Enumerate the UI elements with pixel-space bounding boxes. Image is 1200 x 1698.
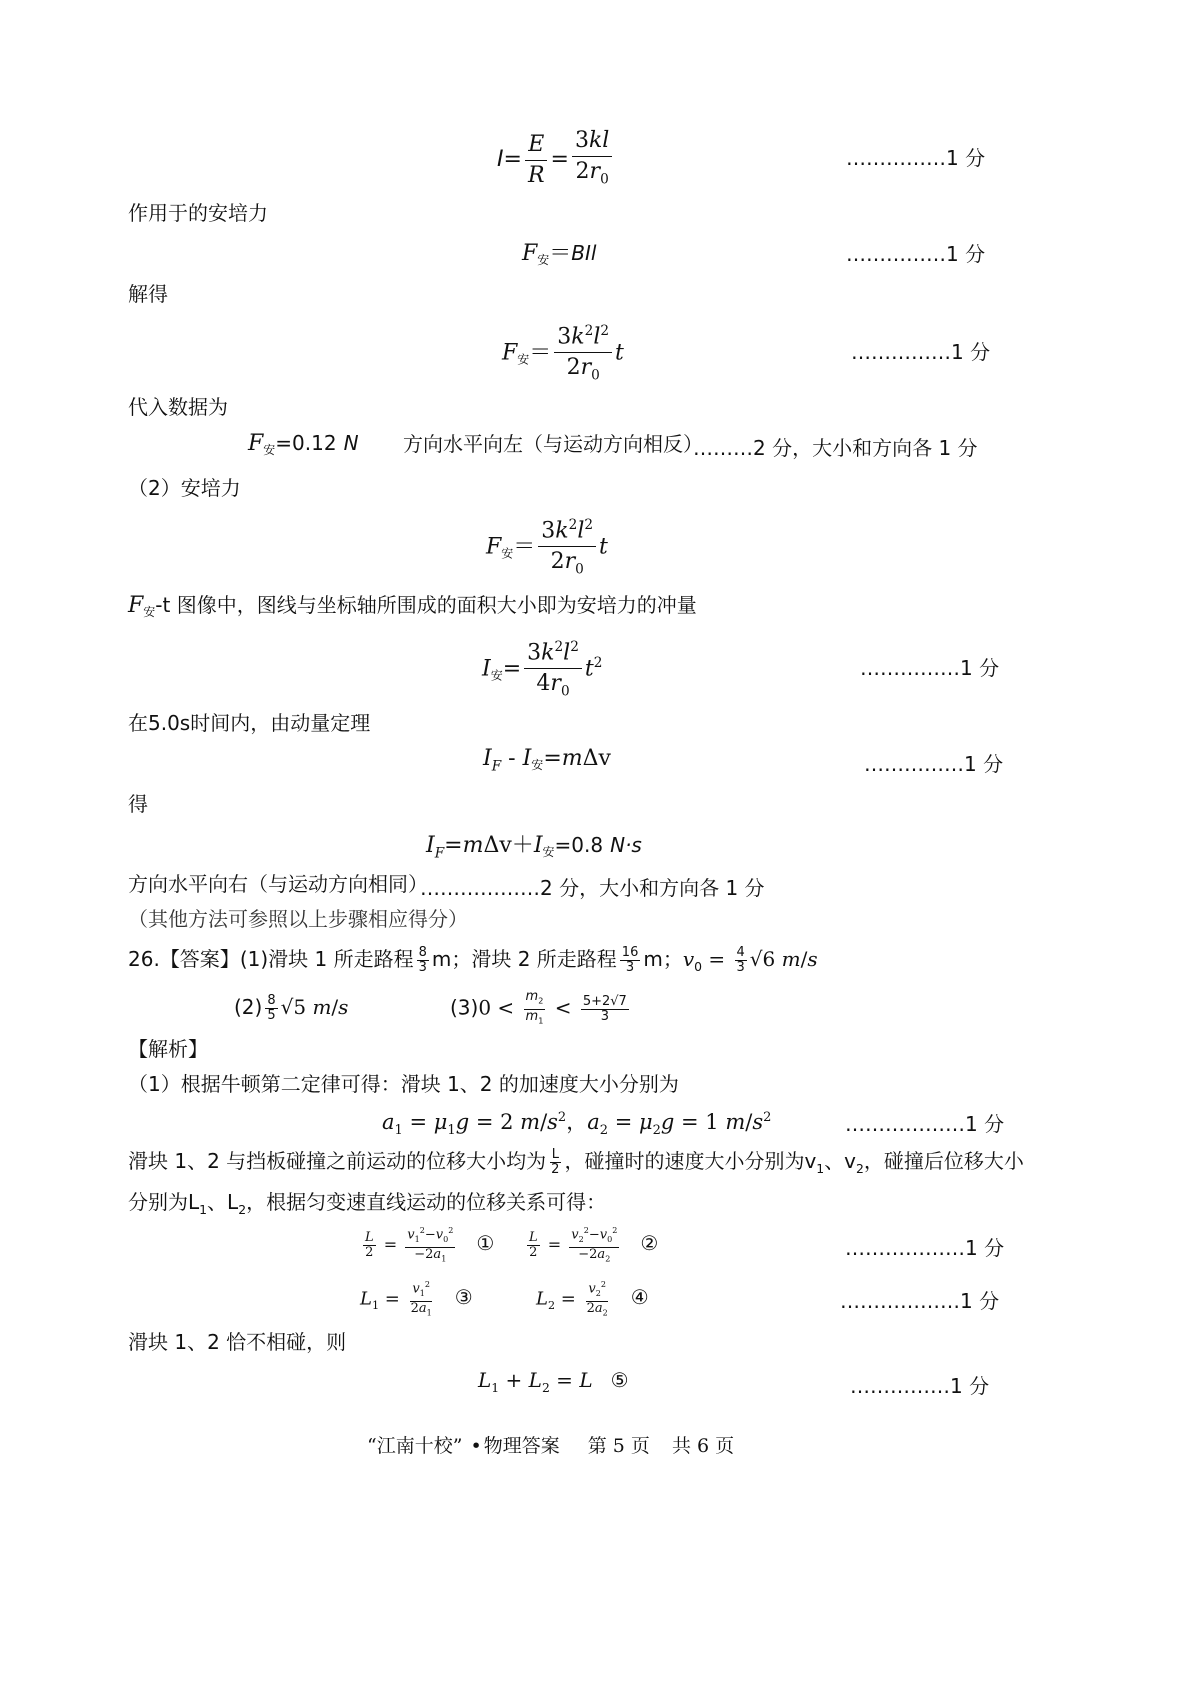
- score-line-6: ……………1 分: [864, 752, 1004, 776]
- text-force-direction: 方向水平向左（与运动方向相反）: [403, 432, 703, 456]
- text-ampere-force: 作用于的安培力: [128, 201, 268, 225]
- footer-total: 共 6 页: [671, 1435, 735, 1457]
- q26-answer-line: 26.【答案】(1)滑块 1 所走路程 $\frac{8}{3}$ m；滑块 2 所走路程 $\frac{16}{3}$ m；$v_0$ = $\frac{4}{3}$ √6 m/s: [128, 945, 818, 975]
- equation-momentum: $I_F$ - I安=mΔv: [483, 746, 611, 775]
- score-line-9: ………………1 分: [845, 1236, 1005, 1260]
- text-direction-right: 方向水平向右（与运动方向相同）: [128, 872, 428, 896]
- equation-force-time: F安＝ $\frac{3k^2l^2}{2r_0}$ t: [502, 318, 624, 389]
- text-analysis-3: 分别为$L_1$、$L_2$，根据匀变速直线运动的位移关系可得：: [128, 1190, 607, 1217]
- equation-ampere-force: F安＝BIl: [522, 241, 597, 267]
- score-line-4: ………2 分，大小和方向各 1 分: [693, 436, 978, 460]
- equation-1: $\frac{L}{2}$ = $\frac{v_1^2-v_0^2}{-2a_1}$ ①: [365, 1226, 495, 1264]
- text-solve: 解得: [128, 282, 168, 306]
- score-line-2: ……………1 分: [846, 242, 986, 266]
- text-substitute: 代入数据为: [128, 395, 228, 419]
- footer-dot: •: [470, 1435, 482, 1457]
- equation-3: $L_1$ = $\frac{v_1^2}{2a_1}$ ③: [360, 1280, 473, 1318]
- score-line-1: ……………1 分: [846, 146, 986, 170]
- text-momentum-theorem: 在5.0s时间内，由动量定理: [128, 711, 371, 735]
- equation-current: I= $\frac{E}{R}$ = $\frac{3kl}{2r_0}$: [497, 128, 615, 192]
- score-line-11: ……………1 分: [850, 1374, 990, 1398]
- equation-5: $L_1 + L_2 = L$ ⑤: [478, 1368, 629, 1395]
- text-get: 得: [128, 792, 148, 816]
- equation-accelerations: $a_1 = \mu_1g = 2$ $m/s^2$，$a_2 = \mu_2g = 1$ $m/s^2$: [382, 1110, 772, 1139]
- score-line-10: ………………1 分: [840, 1289, 1000, 1313]
- score-line-8: ………………1 分: [845, 1112, 1005, 1136]
- footer-subject: 物理答案: [483, 1435, 560, 1457]
- equation-force-value: F安=0.12 N: [248, 431, 359, 457]
- page-footer: [367, 1431, 734, 1458]
- q26-answer-part3: (3)0 < $\frac{m_2}{m_1}$ < $\frac{5+2√7}{3}$: [450, 989, 627, 1026]
- equation-4: $L_2$ = $\frac{v_2^2}{2a_2}$ ④: [536, 1280, 649, 1318]
- text-graph-note: $F_安-t$ 图像中，图线与坐标轴所围成的面积大小即为安培力的冲量: [128, 593, 697, 619]
- score-line-5: ……………1 分: [860, 656, 1000, 680]
- text-part2: （2）安培力: [128, 476, 241, 500]
- equation-force-time-2: F安＝ $\frac{3k^2l^2}{2r_0}$ t: [486, 512, 608, 583]
- footer-school: “江南十校”: [367, 1435, 463, 1457]
- score-line-3: ……………1 分: [851, 340, 991, 364]
- equation-2: $\frac{L}{2}$ = $\frac{v_2^2-v_0^2}{-2a_2}$ ②: [529, 1226, 659, 1264]
- equation-impulse-result: $I_F=m\Delta v+I$安=0.8 N·s: [426, 833, 642, 862]
- text-analysis-tag: 【解析】: [128, 1037, 208, 1061]
- q26-answer-part2: (2) $\frac{8}{5}$ √5 m/s: [234, 993, 349, 1023]
- text-other-methods: （其他方法可参照以上步骤相应得分）: [128, 907, 468, 931]
- text-analysis-1: （1）根据牛顿第二定律可得：滑块 1、2 的加速度大小分别为: [128, 1072, 679, 1096]
- text-no-collide: 滑块 1、2 恰不相碰，则: [128, 1330, 347, 1354]
- equation-impulse: I安= $\frac{3k^2l^2}{4r_0}$ $t^2$: [482, 634, 602, 705]
- footer-page: 第 5 页: [587, 1435, 650, 1457]
- score-line-7: ………………2 分，大小和方向各 1 分: [420, 876, 765, 900]
- text-analysis-2: 滑块 1、2 与挡板碰撞之前运动的位移大小均为 $\frac{L}{2}$ ，碰撞时的速度大小分别为$v_1$、$v_2$，碰撞后位移大小: [128, 1147, 1024, 1177]
